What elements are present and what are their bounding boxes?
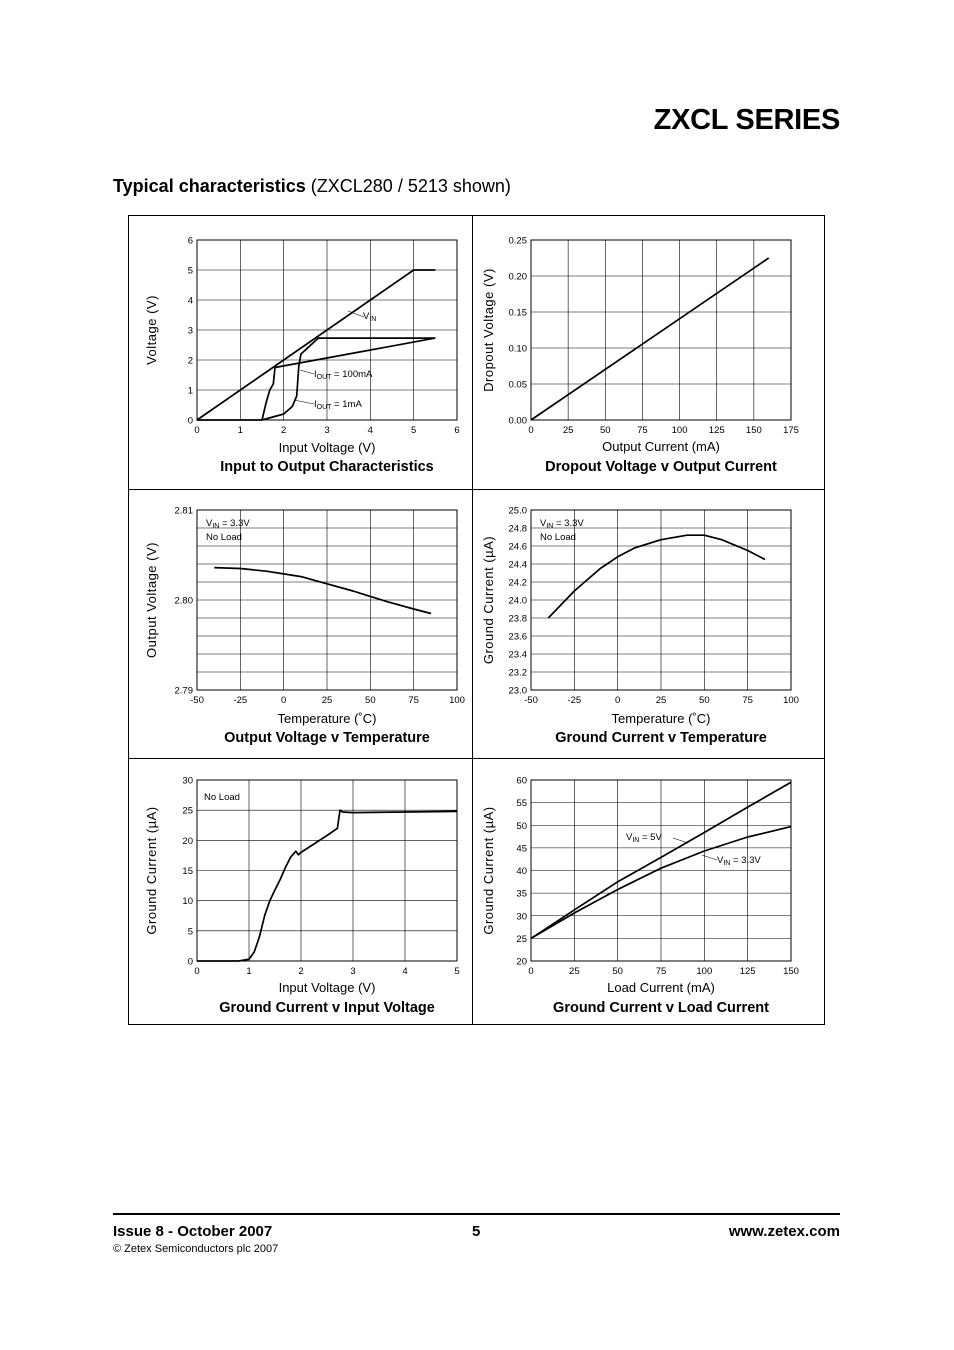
- y-tick-label: 0.25: [508, 235, 527, 247]
- footer-copyright: © Zetex Semiconductors plc 2007: [113, 1243, 279, 1255]
- y-tick-label: 0.15: [508, 307, 527, 319]
- x-axis-label: Temperature (˚C): [277, 711, 377, 726]
- x-tick-label: 0: [528, 966, 534, 977]
- y-tick-label: 1: [187, 385, 193, 397]
- series-title: ZXCL SERIES: [653, 104, 840, 136]
- x-tick-label: 150: [783, 966, 799, 977]
- annotation-subscript: IN: [546, 523, 554, 530]
- section-heading: [113, 176, 511, 197]
- y-tick-label: 25: [182, 805, 193, 817]
- y-tick-label: 45: [516, 843, 527, 855]
- x-tick-label: 25: [569, 966, 580, 977]
- series-line: [548, 535, 765, 618]
- footer-page-number: 5: [472, 1223, 481, 1240]
- y-tick-label: 50: [516, 820, 527, 832]
- x-tick-label: 125: [708, 425, 725, 436]
- x-axis-label: Input Voltage (V): [278, 980, 376, 995]
- annotation-subscript: IN: [632, 837, 640, 844]
- y-axis-label: Ground Current (µA): [481, 535, 496, 665]
- y-tick-label: 30: [182, 775, 193, 787]
- y-tick-label: 30: [516, 911, 527, 923]
- x-tick-label: -25: [567, 695, 582, 706]
- series-annotation: $I_{OUT} = 100mA$: [314, 369, 373, 381]
- x-tick-label: 100: [449, 695, 465, 706]
- x-tick-label: 125: [739, 966, 756, 977]
- footer-rule: [113, 1213, 840, 1215]
- x-axis-label: Temperature (˚C): [611, 711, 711, 726]
- y-axis-label: Output Voltage (V): [144, 542, 159, 658]
- y-tick-label: 2.79: [174, 685, 193, 697]
- y-tick-label: 4: [187, 295, 193, 307]
- x-tick-label: 75: [655, 966, 667, 977]
- annotation-subscript: OUT: [316, 374, 332, 381]
- y-tick-label: 24.0: [508, 595, 527, 607]
- x-tick-label: 5: [411, 425, 417, 436]
- chart-grid-frame: [129, 216, 825, 1025]
- annotation-subscript: OUT: [316, 404, 332, 411]
- series-annotation: $V_{IN} = 3.3V$: [540, 518, 584, 530]
- annotation-suffix: = 3.3V: [553, 518, 584, 529]
- y-axis-label: Ground Current (µA): [144, 806, 159, 935]
- y-axis-label: Voltage (V): [144, 295, 159, 365]
- chart-title: Ground Current v Input Voltage: [219, 1000, 435, 1016]
- annotation-leader: [294, 400, 314, 404]
- y-tick-label: 2: [187, 355, 193, 367]
- x-tick-label: 1: [246, 966, 252, 977]
- annotation-leader: [673, 838, 688, 843]
- y-tick-label: 40: [516, 866, 527, 877]
- y-tick-label: 20: [516, 956, 527, 968]
- series-annotation: $V_{IN} = 3.3V$: [717, 855, 761, 867]
- section-heading-bold: Typical characteristics: [113, 176, 306, 196]
- annotation-suffix: = 100mA: [331, 369, 373, 380]
- series-annotation: $V_{IN} = 5V$: [626, 832, 662, 844]
- y-tick-label: 24.8: [508, 523, 527, 535]
- x-tick-label: 2: [281, 425, 287, 436]
- y-tick-label: 2.80: [174, 595, 193, 607]
- x-tick-label: 100: [696, 966, 713, 977]
- x-tick-label: 6: [454, 425, 460, 436]
- series-line: [531, 258, 769, 420]
- x-tick-label: -50: [190, 695, 204, 706]
- y-tick-label: 24.2: [508, 577, 527, 589]
- y-tick-label: 0: [187, 956, 193, 968]
- x-axis-label: Load Current (mA): [607, 980, 715, 995]
- y-tick-label: 55: [516, 798, 527, 810]
- y-tick-label: 23.6: [508, 631, 527, 643]
- y-tick-label: 60: [516, 775, 527, 787]
- chart-1: [144, 236, 460, 476]
- annotation-subscript: IN: [369, 316, 377, 323]
- chart-6: [481, 776, 799, 1017]
- chart-title: Input to Output Characteristics: [220, 459, 434, 475]
- y-tick-label: 25: [516, 933, 527, 945]
- x-tick-label: 4: [402, 966, 408, 977]
- x-tick-label: 100: [783, 695, 799, 706]
- y-tick-label: 0.10: [508, 343, 527, 355]
- y-tick-label: 25.0: [508, 505, 527, 517]
- chart-3: [144, 506, 465, 747]
- y-tick-label: 23.0: [508, 685, 527, 697]
- series-annotation: $V_{IN}$: [363, 311, 377, 323]
- charts-svg: [128, 215, 825, 1025]
- x-tick-label: 4: [367, 425, 373, 436]
- chart-title: Dropout Voltage v Output Current: [545, 459, 777, 475]
- x-tick-label: 50: [599, 425, 611, 436]
- x-tick-label: 3: [324, 425, 330, 436]
- series-annotation: No Load: [206, 532, 242, 543]
- series-line: [214, 568, 431, 614]
- y-tick-label: 6: [187, 235, 193, 247]
- chart-title: Ground Current v Load Current: [553, 1000, 769, 1016]
- chart-title: Ground Current v Temperature: [555, 730, 767, 746]
- section-heading-part-number: (ZXCL280 / 5213 shown): [305, 176, 511, 196]
- y-tick-label: 0.00: [508, 415, 527, 427]
- x-tick-label: 50: [699, 695, 710, 706]
- x-tick-label: 75: [408, 695, 419, 706]
- y-tick-label: 5: [187, 926, 193, 938]
- y-tick-label: 3: [187, 325, 193, 337]
- x-tick-label: 50: [612, 966, 623, 977]
- series-line: [197, 810, 457, 961]
- x-tick-label: -50: [524, 695, 538, 706]
- x-tick-label: 100: [671, 425, 688, 436]
- annotation-suffix: = 5V: [639, 832, 662, 843]
- y-tick-label: 10: [182, 896, 193, 908]
- x-tick-label: 0: [615, 695, 621, 706]
- x-tick-label: -25: [233, 695, 248, 706]
- series-annotation: $I_{OUT} = 1mA$: [314, 399, 362, 411]
- x-tick-label: 50: [365, 695, 376, 706]
- x-tick-label: 25: [562, 425, 574, 436]
- annotation-suffix: = 3.3V: [730, 855, 761, 866]
- y-tick-label: 0.20: [508, 271, 527, 283]
- x-axis-label: Output Current (mA): [602, 439, 720, 454]
- footer-issue: Issue 8 - October 2007: [113, 1223, 273, 1240]
- chart-grid: [128, 215, 825, 1025]
- y-tick-label: 15: [182, 866, 193, 877]
- x-tick-label: 5: [454, 966, 460, 977]
- y-tick-label: 23.8: [508, 613, 527, 625]
- chart-title: Output Voltage v Temperature: [224, 730, 430, 746]
- x-tick-label: 1: [237, 425, 243, 436]
- annotation-subscript: IN: [212, 523, 220, 530]
- series-annotation: No Load: [204, 792, 240, 803]
- x-tick-label: 0: [194, 966, 200, 977]
- y-tick-label: 20: [182, 835, 193, 847]
- y-tick-label: 5: [187, 265, 193, 277]
- chart-5: [144, 776, 460, 1017]
- y-axis-label: Ground Current (µA): [481, 806, 496, 935]
- y-tick-label: 0: [187, 415, 193, 427]
- series-annotation: No Load: [540, 532, 576, 543]
- x-tick-label: 0: [194, 425, 200, 436]
- x-axis-label: Input Voltage (V): [278, 440, 376, 455]
- x-tick-label: 75: [742, 695, 753, 706]
- x-tick-label: 3: [350, 966, 356, 977]
- y-tick-label: 0.05: [508, 379, 527, 391]
- x-tick-label: 175: [783, 425, 799, 436]
- y-tick-label: 24.4: [508, 559, 527, 571]
- x-tick-label: 2: [298, 966, 304, 977]
- y-tick-label: 23.4: [508, 649, 527, 661]
- x-tick-label: 25: [321, 695, 333, 706]
- footer-website: www.zetex.com: [728, 1223, 840, 1240]
- annotation-subscript: IN: [723, 860, 731, 867]
- x-tick-label: 0: [281, 695, 287, 706]
- x-tick-label: 75: [637, 425, 648, 436]
- y-tick-label: 23.2: [508, 667, 527, 679]
- x-tick-label: 25: [655, 695, 667, 706]
- annotation-leader: [300, 370, 314, 374]
- x-tick-label: 0: [528, 425, 534, 436]
- chart-4: [481, 506, 799, 747]
- x-tick-label: 150: [745, 425, 762, 436]
- y-tick-label: 2.81: [174, 505, 193, 517]
- annotation-suffix: = 1mA: [331, 399, 362, 410]
- y-tick-label: 35: [516, 888, 527, 900]
- chart-2: [481, 236, 799, 476]
- y-tick-label: 24.6: [508, 541, 527, 553]
- series-annotation: $V_{IN} = 3.3V$: [206, 518, 250, 530]
- y-axis-label: Dropout Voltage (V): [481, 268, 496, 392]
- annotation-suffix: = 3.3V: [219, 518, 250, 529]
